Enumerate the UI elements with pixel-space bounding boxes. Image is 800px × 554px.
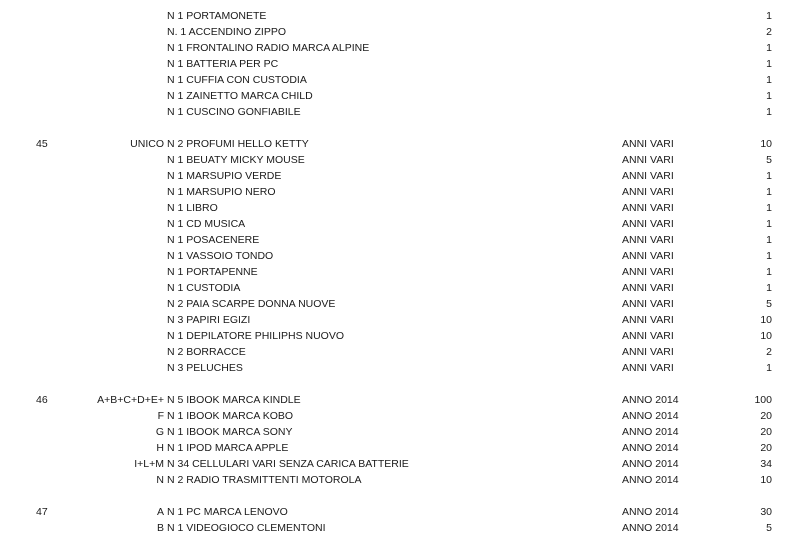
item-quantity: 1 xyxy=(766,250,772,262)
item-quantity: 5 xyxy=(766,154,772,166)
item-description: N 3 PAPIRI EGIZI xyxy=(167,314,251,326)
item-year: ANNI VARI xyxy=(622,298,674,310)
item-description: N 1 IBOOK MARCA KOBO xyxy=(167,410,294,422)
item-description: N 1 MARSUPIO NERO xyxy=(167,186,276,198)
section-spacer xyxy=(0,120,800,136)
item-description: N 1 PC MARCA LENOVO xyxy=(167,506,288,518)
item-description: N 2 RADIO TRASMITTENTI MOTOROLA xyxy=(167,474,362,486)
item-description: N 1 FRONTALINO RADIO MARCA ALPINE xyxy=(167,42,370,54)
item-quantity: 1 xyxy=(766,186,772,198)
lot-number: 46 xyxy=(36,394,48,406)
table-row xyxy=(0,424,800,440)
lot-section xyxy=(0,392,800,488)
item-quantity: 10 xyxy=(760,474,772,486)
table-row xyxy=(0,104,800,120)
item-year: ANNI VARI xyxy=(622,186,674,198)
item-code: UNICO xyxy=(130,138,164,150)
item-code: N xyxy=(156,474,164,486)
item-year: ANNI VARI xyxy=(622,218,674,230)
item-description: N 1 CD MUSICA xyxy=(167,218,246,230)
table-row xyxy=(0,40,800,56)
item-description: N 1 CUSTODIA xyxy=(167,282,241,294)
item-quantity: 5 xyxy=(766,522,772,534)
item-year: ANNI VARI xyxy=(622,362,674,374)
table-row xyxy=(0,312,800,328)
table-row xyxy=(0,232,800,248)
table-row xyxy=(0,24,800,40)
item-quantity: 5 xyxy=(766,298,772,310)
item-description: N 1 CUSCINO GONFIABILE xyxy=(167,106,301,118)
item-quantity: 1 xyxy=(766,10,772,22)
item-description: N 1 VASSOIO TONDO xyxy=(167,250,274,262)
item-code: I+L+M xyxy=(134,458,164,470)
item-quantity: 20 xyxy=(760,442,772,454)
item-description: N 1 LIBRO xyxy=(167,202,218,214)
section-spacer xyxy=(0,376,800,392)
item-description: N 1 BATTERIA PER PC xyxy=(167,58,279,70)
item-description: N 1 ZAINETTO MARCA CHILD xyxy=(167,90,313,102)
table-row xyxy=(0,72,800,88)
item-description: N 1 IBOOK MARCA SONY xyxy=(167,426,293,438)
item-description: N 1 CUFFIA CON CUSTODIA xyxy=(167,74,307,86)
table-row xyxy=(0,504,800,520)
table-row xyxy=(0,280,800,296)
item-quantity: 1 xyxy=(766,266,772,278)
table-row xyxy=(0,56,800,72)
table-row xyxy=(0,344,800,360)
item-description: N 34 CELLULARI VARI SENZA CARICA BATTERIE xyxy=(167,458,409,470)
item-quantity: 1 xyxy=(766,42,772,54)
item-description: N 1 PORTAPENNE xyxy=(167,266,258,278)
table-row xyxy=(0,136,800,152)
item-year: ANNI VARI xyxy=(622,170,674,182)
item-year: ANNO 2014 xyxy=(622,458,679,470)
table-row xyxy=(0,360,800,376)
lot-section xyxy=(0,504,800,536)
item-quantity: 2 xyxy=(766,346,772,358)
item-quantity: 10 xyxy=(760,330,772,342)
item-quantity: 10 xyxy=(760,138,772,150)
item-quantity: 1 xyxy=(766,170,772,182)
item-year: ANNO 2014 xyxy=(622,410,679,422)
item-quantity: 1 xyxy=(766,202,772,214)
item-description: N 2 PROFUMI HELLO KETTY xyxy=(167,138,309,150)
item-code: A+B+C+D+E+ xyxy=(97,394,164,406)
table-row xyxy=(0,472,800,488)
item-year: ANNI VARI xyxy=(622,314,674,326)
lot-section xyxy=(0,8,800,120)
item-description: N 2 PAIA SCARPE DONNA NUOVE xyxy=(167,298,336,310)
section-spacer xyxy=(0,488,800,504)
table-row xyxy=(0,8,800,24)
table-row xyxy=(0,216,800,232)
lot-number: 45 xyxy=(36,138,48,150)
table-row xyxy=(0,264,800,280)
item-quantity: 1 xyxy=(766,74,772,86)
table-row xyxy=(0,392,800,408)
table-row xyxy=(0,408,800,424)
table-row xyxy=(0,168,800,184)
item-year: ANNO 2014 xyxy=(622,506,679,518)
item-quantity: 2 xyxy=(766,26,772,38)
item-year: ANNI VARI xyxy=(622,138,674,150)
item-year: ANNO 2014 xyxy=(622,522,679,534)
item-quantity: 1 xyxy=(766,282,772,294)
item-code: A xyxy=(156,506,164,518)
table-row xyxy=(0,184,800,200)
table-row xyxy=(0,88,800,104)
item-year: ANNI VARI xyxy=(622,266,674,278)
item-description: N. 1 ACCENDINO ZIPPO xyxy=(167,26,287,38)
lot-number: 47 xyxy=(36,506,48,518)
item-description: N 1 DEPILATORE PHILIPHS NUOVO xyxy=(167,330,344,342)
item-year: ANNI VARI xyxy=(622,346,674,358)
item-year: ANNO 2014 xyxy=(622,394,679,406)
table-row xyxy=(0,456,800,472)
item-quantity: 30 xyxy=(760,506,772,518)
item-year: ANNO 2014 xyxy=(622,474,679,486)
item-code: B xyxy=(156,522,164,534)
inventory-document xyxy=(0,8,800,536)
item-quantity: 20 xyxy=(760,410,772,422)
table-row xyxy=(0,152,800,168)
item-quantity: 1 xyxy=(766,362,772,374)
lot-section xyxy=(0,136,800,376)
item-quantity: 1 xyxy=(766,90,772,102)
item-year: ANNI VARI xyxy=(622,282,674,294)
item-year: ANNO 2014 xyxy=(622,442,679,454)
item-description: N 5 IBOOK MARCA KINDLE xyxy=(167,394,301,406)
item-description: N 1 IPOD MARCA APPLE xyxy=(167,442,289,454)
item-description: N 1 MARSUPIO VERDE xyxy=(167,170,282,182)
item-year: ANNO 2014 xyxy=(622,426,679,438)
table-row xyxy=(0,520,800,536)
item-quantity: 10 xyxy=(760,314,772,326)
item-code: F xyxy=(157,410,164,422)
item-quantity: 1 xyxy=(766,234,772,246)
item-year: ANNI VARI xyxy=(622,250,674,262)
item-quantity: 20 xyxy=(760,426,772,438)
item-year: ANNI VARI xyxy=(622,154,674,166)
item-description: N 1 VIDEOGIOCO CLEMENTONI xyxy=(167,522,326,534)
item-quantity: 34 xyxy=(760,458,772,470)
item-quantity: 1 xyxy=(766,58,772,70)
item-quantity: 1 xyxy=(766,106,772,118)
table-row xyxy=(0,440,800,456)
item-description: N 1 POSACENERE xyxy=(167,234,260,246)
table-row xyxy=(0,328,800,344)
item-year: ANNI VARI xyxy=(622,202,674,214)
table-row xyxy=(0,200,800,216)
table-row xyxy=(0,248,800,264)
item-description: N 1 PORTAMONETE xyxy=(167,10,267,22)
table-row xyxy=(0,296,800,312)
item-description: N 1 BEUATY MICKY MOUSE xyxy=(167,154,305,166)
item-quantity: 1 xyxy=(766,218,772,230)
item-year: ANNI VARI xyxy=(622,330,674,342)
item-description: N 3 PELUCHES xyxy=(167,362,243,374)
item-quantity: 100 xyxy=(754,394,772,406)
item-description: N 2 BORRACCE xyxy=(167,346,246,358)
item-code: G xyxy=(155,426,164,438)
item-code: H xyxy=(156,442,164,454)
item-year: ANNI VARI xyxy=(622,234,674,246)
